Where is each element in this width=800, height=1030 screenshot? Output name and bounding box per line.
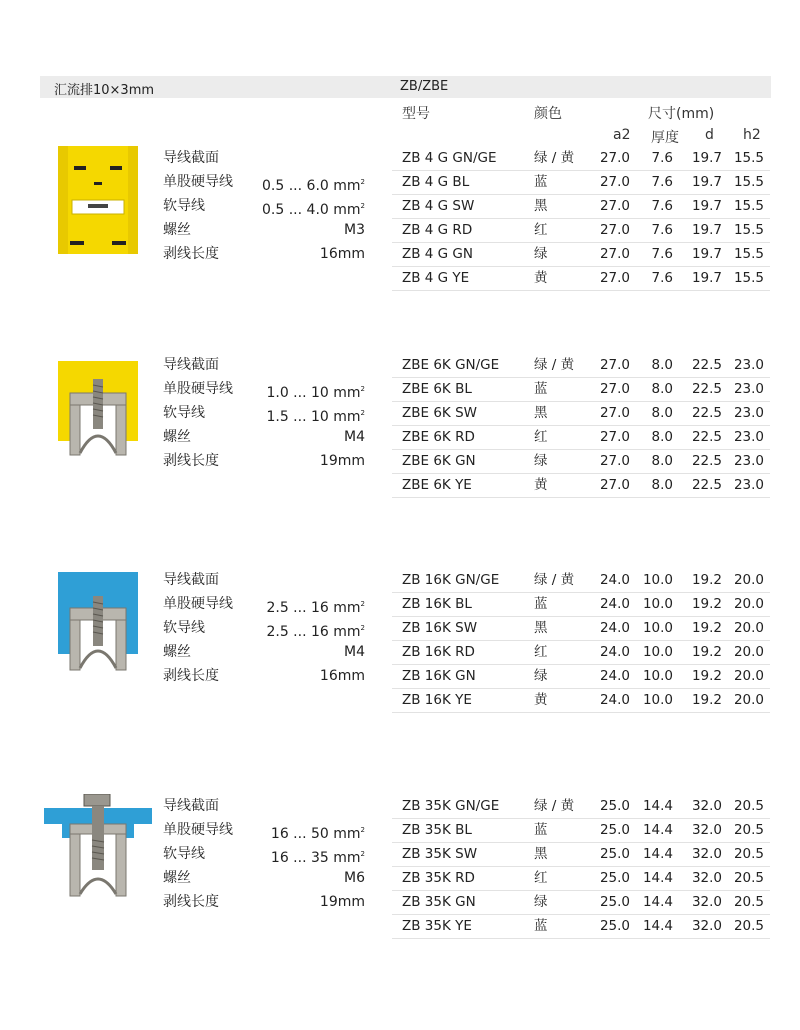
table-row xyxy=(392,170,770,195)
table-row xyxy=(392,377,770,402)
cell-h2: 23.0 xyxy=(733,357,764,373)
cell-thickness: 8.0 xyxy=(651,381,673,397)
cell-thickness: 14.4 xyxy=(642,918,673,934)
spec-row: 单股硬导线 0.5 ... 6.0 $mm^2$ xyxy=(163,174,365,194)
table-row xyxy=(392,664,770,689)
cell-d: 19.7 xyxy=(691,246,722,262)
cell-a2: 27.0 xyxy=(599,150,630,166)
cell-h2: 23.0 xyxy=(733,429,764,445)
col-size-header: 尺寸(mm) xyxy=(648,106,715,122)
table-row xyxy=(392,194,770,219)
cell-a2: 27.0 xyxy=(599,198,630,214)
cell-thickness: 14.4 xyxy=(642,846,673,862)
cell-color: 蓝 xyxy=(534,822,548,838)
cell-h2: 15.5 xyxy=(733,198,764,214)
table-row xyxy=(392,866,770,891)
spec-row: 导线截面 xyxy=(163,798,219,814)
cell-model: ZB 35K YE xyxy=(402,918,472,934)
cell-h2: 23.0 xyxy=(733,477,764,493)
cell-color: 绿 xyxy=(534,894,548,910)
cell-color: 绿 / 黄 xyxy=(534,150,575,166)
cell-d: 32.0 xyxy=(691,894,722,910)
cell-h2: 23.0 xyxy=(733,453,764,469)
col-a2-header: a2 xyxy=(613,127,631,143)
cell-a2: 24.0 xyxy=(599,596,630,612)
cell-thickness: 14.4 xyxy=(642,798,673,814)
table-row xyxy=(392,794,770,819)
cell-d: 22.5 xyxy=(691,477,722,493)
cell-color: 红 xyxy=(534,644,548,660)
cell-thickness: 14.4 xyxy=(642,894,673,910)
table-row xyxy=(392,266,770,291)
spec-row: 软导线 2.5 ... 16 $mm^2$ xyxy=(163,620,365,640)
cell-d: 19.2 xyxy=(691,620,722,636)
cell-a2: 24.0 xyxy=(599,572,630,588)
spec-row: 单股硬导线 16 ... 50 $mm^2$ xyxy=(163,822,365,842)
table-row xyxy=(392,401,770,426)
col-model-header: 型号 xyxy=(402,106,430,122)
col-thickness-header: 厚度 xyxy=(651,130,679,146)
cell-thickness: 7.6 xyxy=(651,246,673,262)
cell-model: ZBE 6K YE xyxy=(402,477,472,493)
cell-a2: 27.0 xyxy=(599,357,630,373)
spec-row: 剥线长度 16mm xyxy=(163,246,365,262)
cell-color: 黄 xyxy=(534,270,548,286)
cell-d: 19.2 xyxy=(691,692,722,708)
cell-a2: 27.0 xyxy=(599,381,630,397)
cell-model: ZB 16K SW xyxy=(402,620,478,636)
col-color-header: 颜色 xyxy=(534,106,562,122)
cell-a2: 24.0 xyxy=(599,692,630,708)
spec-row: 单股硬导线 1.0 ... 10 $mm^2$ xyxy=(163,381,365,401)
cell-d: 32.0 xyxy=(691,846,722,862)
cell-thickness: 14.4 xyxy=(642,870,673,886)
blue-wide-screw-clamp-icon xyxy=(44,794,154,904)
table-row xyxy=(392,592,770,617)
cell-a2: 27.0 xyxy=(599,246,630,262)
cell-a2: 27.0 xyxy=(599,429,630,445)
cell-thickness: 10.0 xyxy=(642,644,673,660)
cell-d: 19.2 xyxy=(691,644,722,660)
cell-h2: 15.5 xyxy=(733,222,764,238)
busbar-title: 汇流排10×3mm xyxy=(54,83,155,98)
yellow-clamp-block-icon xyxy=(44,146,154,256)
cell-d: 19.2 xyxy=(691,572,722,588)
cell-color: 绿 / 黄 xyxy=(534,357,575,373)
table-row xyxy=(392,218,770,243)
table-row xyxy=(392,616,770,641)
cell-model: ZB 16K RD xyxy=(402,644,475,660)
cell-a2: 25.0 xyxy=(599,918,630,934)
cell-a2: 25.0 xyxy=(599,894,630,910)
cell-h2: 23.0 xyxy=(733,381,764,397)
cell-model: ZB 35K GN xyxy=(402,894,476,910)
table-row xyxy=(392,425,770,450)
cell-color: 黄 xyxy=(534,477,548,493)
spec-row: 导线截面 xyxy=(163,357,219,373)
cell-color: 黑 xyxy=(534,620,548,636)
cell-color: 绿 / 黄 xyxy=(534,572,575,588)
cell-color: 绿 xyxy=(534,246,548,262)
table-row xyxy=(392,842,770,867)
cell-h2: 20.0 xyxy=(733,596,764,612)
header-bar xyxy=(40,76,771,98)
table-row xyxy=(392,353,770,378)
cell-a2: 27.0 xyxy=(599,453,630,469)
cell-model: ZB 16K GN xyxy=(402,668,476,684)
cell-d: 32.0 xyxy=(691,798,722,814)
cell-a2: 25.0 xyxy=(599,822,630,838)
cell-model: ZB 16K GN/GE xyxy=(402,572,500,588)
cell-d: 19.7 xyxy=(691,174,722,190)
cell-d: 32.0 xyxy=(691,870,722,886)
cell-thickness: 7.6 xyxy=(651,174,673,190)
cell-color: 红 xyxy=(534,222,548,238)
cell-a2: 25.0 xyxy=(599,870,630,886)
cell-color: 红 xyxy=(534,870,548,886)
cell-thickness: 7.6 xyxy=(651,222,673,238)
cell-a2: 27.0 xyxy=(599,477,630,493)
cell-model: ZB 35K BL xyxy=(402,822,472,838)
spec-row: 导线截面 xyxy=(163,572,219,588)
cell-d: 22.5 xyxy=(691,357,722,373)
cell-d: 19.2 xyxy=(691,596,722,612)
cell-color: 红 xyxy=(534,429,548,445)
cell-model: ZBE 6K RD xyxy=(402,429,475,445)
cell-h2: 20.5 xyxy=(733,822,764,838)
cell-thickness: 7.6 xyxy=(651,150,673,166)
table-row xyxy=(392,914,770,939)
cell-h2: 20.5 xyxy=(733,918,764,934)
cell-model: ZB 4 G YE xyxy=(402,270,470,286)
cell-h2: 20.0 xyxy=(733,668,764,684)
cell-h2: 15.5 xyxy=(733,246,764,262)
cell-color: 绿 xyxy=(534,668,548,684)
cell-color: 绿 xyxy=(534,453,548,469)
cell-model: ZBE 6K GN xyxy=(402,453,476,469)
table-row xyxy=(392,568,770,593)
cell-color: 绿 / 黄 xyxy=(534,798,575,814)
cell-model: ZB 16K YE xyxy=(402,692,472,708)
cell-h2: 15.5 xyxy=(733,150,764,166)
cell-thickness: 8.0 xyxy=(651,453,673,469)
cell-model: ZB 4 G GN/GE xyxy=(402,150,497,166)
spec-row: 螺丝 M3 xyxy=(163,222,365,238)
cell-h2: 20.5 xyxy=(733,846,764,862)
cell-a2: 24.0 xyxy=(599,644,630,660)
cell-model: ZB 4 G BL xyxy=(402,174,470,190)
spec-row: 软导线 1.5 ... 10 $mm^2$ xyxy=(163,405,365,425)
spec-row: 剥线长度 16mm xyxy=(163,668,365,684)
spec-row: 剥线长度 19mm xyxy=(163,894,365,910)
table-row xyxy=(392,242,770,267)
cell-d: 19.7 xyxy=(691,222,722,238)
cell-d: 19.2 xyxy=(691,668,722,684)
cell-d: 32.0 xyxy=(691,918,722,934)
spec-row: 单股硬导线 2.5 ... 16 $mm^2$ xyxy=(163,596,365,616)
cell-color: 黑 xyxy=(534,846,548,862)
cell-d: 19.7 xyxy=(691,270,722,286)
spec-row: 螺丝 M6 xyxy=(163,870,365,886)
cell-color: 蓝 xyxy=(534,381,548,397)
spec-row: 软导线 0.5 ... 4.0 $mm^2$ xyxy=(163,198,365,218)
table-row xyxy=(392,449,770,474)
cell-a2: 27.0 xyxy=(599,270,630,286)
cell-model: ZB 4 G RD xyxy=(402,222,473,238)
cell-h2: 20.5 xyxy=(733,870,764,886)
cell-model: ZB 4 G GN xyxy=(402,246,473,262)
cell-d: 32.0 xyxy=(691,822,722,838)
cell-a2: 25.0 xyxy=(599,846,630,862)
blue-screw-clamp-icon xyxy=(44,568,154,678)
cell-d: 22.5 xyxy=(691,405,722,421)
cell-a2: 27.0 xyxy=(599,174,630,190)
cell-h2: 23.0 xyxy=(733,405,764,421)
cell-thickness: 8.0 xyxy=(651,429,673,445)
cell-thickness: 14.4 xyxy=(642,822,673,838)
spec-row: 剥线长度 19mm xyxy=(163,453,365,469)
spec-row: 导线截面 xyxy=(163,150,219,166)
table-row xyxy=(392,473,770,498)
cell-thickness: 10.0 xyxy=(642,692,673,708)
spec-row: 螺丝 M4 xyxy=(163,429,365,445)
cell-color: 黄 xyxy=(534,692,548,708)
col-h2-header: h2 xyxy=(743,127,761,143)
spec-row: 软导线 16 ... 35 $mm^2$ xyxy=(163,846,365,866)
cell-h2: 20.5 xyxy=(733,894,764,910)
cell-model: ZB 35K RD xyxy=(402,870,475,886)
table-row xyxy=(392,146,770,171)
cell-thickness: 8.0 xyxy=(651,357,673,373)
cell-model: ZB 4 G SW xyxy=(402,198,475,214)
cell-d: 19.7 xyxy=(691,150,722,166)
cell-color: 蓝 xyxy=(534,174,548,190)
yellow-screw-clamp-icon xyxy=(44,353,154,463)
cell-a2: 27.0 xyxy=(599,405,630,421)
cell-thickness: 10.0 xyxy=(642,596,673,612)
spec-row: 螺丝 M4 xyxy=(163,644,365,660)
cell-d: 22.5 xyxy=(691,381,722,397)
cell-h2: 20.0 xyxy=(733,644,764,660)
cell-d: 19.7 xyxy=(691,198,722,214)
cell-thickness: 7.6 xyxy=(651,270,673,286)
cell-d: 22.5 xyxy=(691,429,722,445)
cell-h2: 20.5 xyxy=(733,798,764,814)
cell-color: 黑 xyxy=(534,405,548,421)
cell-a2: 24.0 xyxy=(599,620,630,636)
cell-thickness: 10.0 xyxy=(642,668,673,684)
cell-thickness: 7.6 xyxy=(651,198,673,214)
cell-model: ZBE 6K BL xyxy=(402,381,472,397)
cell-a2: 27.0 xyxy=(599,222,630,238)
cell-thickness: 10.0 xyxy=(642,620,673,636)
series-title: ZB/ZBE xyxy=(400,79,449,94)
cell-h2: 15.5 xyxy=(733,270,764,286)
table-row xyxy=(392,890,770,915)
cell-h2: 15.5 xyxy=(733,174,764,190)
col-d-header: d xyxy=(705,127,714,143)
cell-a2: 24.0 xyxy=(599,668,630,684)
cell-model: ZB 35K SW xyxy=(402,846,478,862)
cell-thickness: 8.0 xyxy=(651,405,673,421)
cell-h2: 20.0 xyxy=(733,572,764,588)
table-row xyxy=(392,818,770,843)
cell-color: 蓝 xyxy=(534,596,548,612)
cell-h2: 20.0 xyxy=(733,692,764,708)
cell-thickness: 8.0 xyxy=(651,477,673,493)
cell-h2: 20.0 xyxy=(733,620,764,636)
cell-model: ZBE 6K SW xyxy=(402,405,477,421)
cell-color: 黑 xyxy=(534,198,548,214)
table-row xyxy=(392,688,770,713)
cell-model: ZB 16K BL xyxy=(402,596,472,612)
cell-d: 22.5 xyxy=(691,453,722,469)
cell-a2: 25.0 xyxy=(599,798,630,814)
cell-model: ZB 35K GN/GE xyxy=(402,798,500,814)
cell-thickness: 10.0 xyxy=(642,572,673,588)
table-row xyxy=(392,640,770,665)
cell-color: 蓝 xyxy=(534,918,548,934)
cell-model: ZBE 6K GN/GE xyxy=(402,357,500,373)
